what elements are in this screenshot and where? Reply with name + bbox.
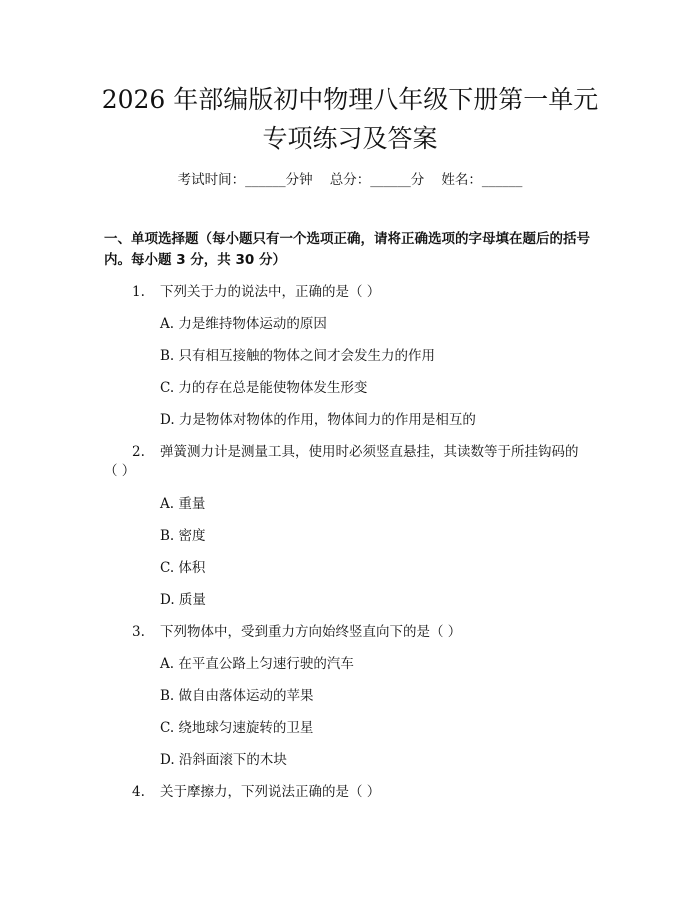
- document-title-line-1: 2026 年部编版初中物理八年级下册第一单元: [101, 85, 599, 114]
- option-a: A. 在平直公路上匀速行驶的汽车: [160, 656, 354, 672]
- question-text: 下列物体中，受到重力方向始终竖直向下的是（ ）: [160, 624, 462, 640]
- question-number: 3.: [132, 624, 145, 640]
- option-b: B. 做自由落体运动的苹果: [160, 688, 314, 704]
- exam-info-line: 考试时间：______分钟 总分：______分 姓名：______: [177, 172, 523, 188]
- section-heading: 一、单项选择题（每小题只有一个选项正确，请将正确选项的字母填在题后的括号内。每小题 3 分，共 30 分）: [104, 231, 590, 268]
- option-d: D. 沿斜面滚下的木块: [160, 752, 287, 768]
- question-text: 下列关于力的说法中，正确的是（ ）: [160, 284, 381, 300]
- option-c: C. 绕地球匀速旋转的卫星: [160, 720, 314, 736]
- question-text: 关于摩擦力，下列说法正确的是（ ）: [160, 784, 381, 800]
- document-title-line-2: 专项练习及答案: [262, 124, 438, 153]
- option-d: D. 力是物体对物体的作用，物体间力的作用是相互的: [160, 412, 476, 428]
- question-text-continued: （ ）: [104, 463, 136, 479]
- question-number: 4.: [132, 784, 145, 800]
- option-c: C. 体积: [160, 560, 206, 576]
- option-b: B. 密度: [160, 528, 206, 544]
- option-d: D. 质量: [160, 592, 206, 608]
- option-b: B. 只有相互接触的物体之间才会发生力的作用: [160, 348, 436, 364]
- option-a: A. 重量: [160, 496, 206, 512]
- question-number: 1.: [132, 284, 145, 300]
- question-text: 弹簧测力计是测量工具，使用时必须竖直悬挂，其读数等于所挂钩码的: [160, 444, 579, 460]
- option-a: A. 力是维持物体运动的原因: [160, 316, 327, 332]
- question-number: 2.: [132, 444, 145, 460]
- option-c: C. 力的存在总是能使物体发生形变: [160, 380, 368, 396]
